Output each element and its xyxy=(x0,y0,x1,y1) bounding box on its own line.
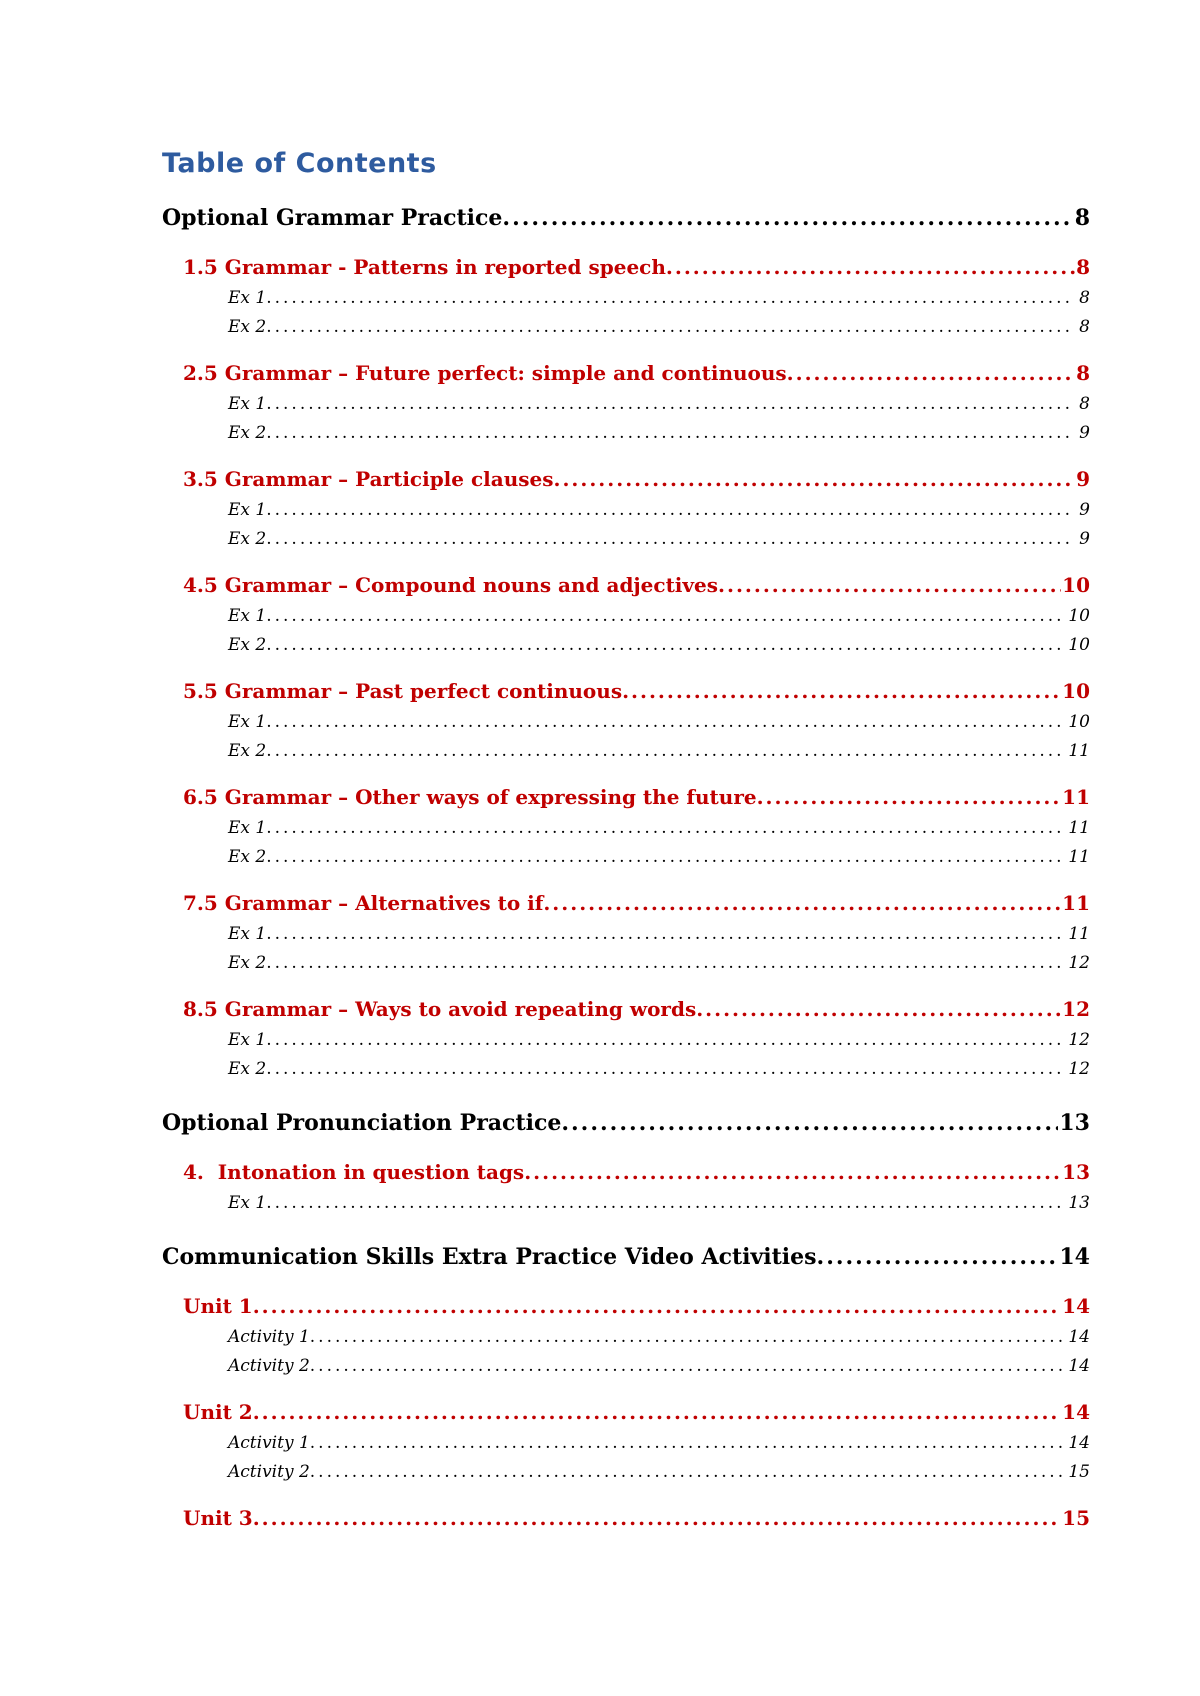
dot-leader xyxy=(266,847,1062,867)
toc-entry[interactable] xyxy=(183,255,1090,279)
toc-entry[interactable] xyxy=(228,500,1090,520)
dot-leader xyxy=(253,1506,1061,1530)
toc-entry[interactable] xyxy=(228,818,1090,838)
toc-entry-page-number: 9 xyxy=(1079,423,1090,443)
toc-entry[interactable] xyxy=(228,924,1090,944)
toc-entry-page-number: 13 xyxy=(1059,1110,1090,1136)
toc-entry-label: Ex 1 xyxy=(228,1193,267,1213)
toc-entry[interactable] xyxy=(183,891,1090,915)
toc-entry[interactable] xyxy=(228,1356,1090,1376)
toc-entry-label: Ex 2 xyxy=(228,1059,267,1079)
toc-entry-page-number: 10 xyxy=(1062,573,1090,597)
toc-entry[interactable] xyxy=(183,573,1090,597)
toc-entry[interactable] xyxy=(228,1193,1090,1213)
toc-entry[interactable] xyxy=(228,1433,1090,1453)
toc-entry-label: 4. Intonation in question tags xyxy=(183,1160,525,1184)
toc-entry-page-number: 12 xyxy=(1062,997,1090,1021)
toc-entry[interactable] xyxy=(228,423,1090,443)
toc-entry-label: Unit 2 xyxy=(183,1400,253,1424)
dot-leader xyxy=(266,953,1062,973)
toc-entry-page-number: 10 xyxy=(1068,635,1090,655)
toc-entry[interactable] xyxy=(228,635,1090,655)
dot-leader xyxy=(266,818,1062,838)
toc-entry-page-number: 14 xyxy=(1068,1327,1090,1347)
toc-entry-page-number: 15 xyxy=(1062,1506,1090,1530)
dot-leader xyxy=(266,529,1073,549)
toc-entry-page-number: 10 xyxy=(1068,606,1090,626)
toc-entry[interactable] xyxy=(228,1462,1090,1482)
toc-entry-page-number: 10 xyxy=(1068,712,1090,732)
toc-entry[interactable] xyxy=(162,1110,1090,1136)
toc-entry-label: Ex 2 xyxy=(228,529,267,549)
toc-entry[interactable] xyxy=(183,1400,1090,1424)
toc-entry[interactable] xyxy=(228,847,1090,867)
toc-entry-label: Ex 2 xyxy=(228,423,267,443)
toc-entry-page-number: 11 xyxy=(1068,847,1090,867)
dot-leader xyxy=(266,1193,1062,1213)
dot-leader xyxy=(310,1327,1063,1347)
toc-entry[interactable] xyxy=(228,317,1090,337)
toc-entry[interactable] xyxy=(183,997,1090,1021)
dot-leader xyxy=(817,1244,1059,1270)
toc-entry-label: Ex 2 xyxy=(228,953,267,973)
toc-entry-label: 8.5 Grammar – Ways to avoid repeating words xyxy=(183,997,697,1021)
toc-entry-page-number: 11 xyxy=(1062,891,1090,915)
table-of-contents xyxy=(162,205,1090,1530)
dot-leader xyxy=(266,606,1062,626)
toc-entry[interactable] xyxy=(228,953,1090,973)
dot-leader xyxy=(266,635,1062,655)
toc-entry[interactable] xyxy=(228,529,1090,549)
toc-entry[interactable] xyxy=(228,394,1090,414)
toc-entry-page-number: 8 xyxy=(1079,288,1090,308)
toc-entry-label: Ex 1 xyxy=(228,818,267,838)
toc-entry-page-number: 8 xyxy=(1079,317,1090,337)
toc-entry-label: Optional Grammar Practice xyxy=(162,205,503,231)
toc-entry-label: Ex 2 xyxy=(228,635,267,655)
page-title: Table of Contents xyxy=(162,148,437,179)
dot-leader xyxy=(253,1400,1061,1424)
toc-entry[interactable] xyxy=(162,205,1090,231)
toc-entry-label: 3.5 Grammar – Participle clauses xyxy=(183,467,554,491)
toc-entry[interactable] xyxy=(228,606,1090,626)
dot-leader xyxy=(266,712,1062,732)
toc-entry-label: Ex 1 xyxy=(228,712,267,732)
toc-entry[interactable] xyxy=(228,712,1090,732)
toc-entry-label: Ex 2 xyxy=(228,741,267,761)
dot-leader xyxy=(757,785,1062,809)
toc-entry[interactable] xyxy=(228,1030,1090,1050)
toc-entry-page-number: 11 xyxy=(1062,785,1090,809)
toc-entry-page-number: 9 xyxy=(1079,529,1090,549)
toc-entry-label: Ex 1 xyxy=(228,500,267,520)
dot-leader xyxy=(696,997,1061,1021)
dot-leader xyxy=(561,1110,1058,1136)
toc-entry-label: Ex 1 xyxy=(228,288,267,308)
toc-entry[interactable] xyxy=(183,467,1090,491)
toc-entry-label: Ex 2 xyxy=(228,317,267,337)
toc-entry-label: Optional Pronunciation Practice xyxy=(162,1110,562,1136)
dot-leader xyxy=(310,1433,1063,1453)
toc-entry[interactable] xyxy=(162,1244,1090,1270)
toc-entry-page-number: 14 xyxy=(1062,1400,1090,1424)
dot-leader xyxy=(718,573,1061,597)
toc-entry-label: 5.5 Grammar – Past perfect continuous xyxy=(183,679,623,703)
toc-entry-page-number: 12 xyxy=(1068,953,1090,973)
dot-leader xyxy=(787,361,1075,385)
toc-entry-label: 6.5 Grammar – Other ways of expressing the future xyxy=(183,785,757,809)
dot-leader xyxy=(310,1356,1063,1376)
toc-entry-label: Activity 1 xyxy=(228,1327,310,1347)
dot-leader xyxy=(310,1462,1063,1482)
toc-entry[interactable] xyxy=(183,361,1090,385)
toc-entry[interactable] xyxy=(183,679,1090,703)
dot-leader xyxy=(266,924,1062,944)
toc-entry-page-number: 11 xyxy=(1068,924,1090,944)
toc-entry-page-number: 13 xyxy=(1062,1160,1090,1184)
toc-entry-label: Ex 1 xyxy=(228,606,267,626)
toc-entry[interactable] xyxy=(228,288,1090,308)
toc-entry-label: 2.5 Grammar – Future perfect: simple and continuous xyxy=(183,361,787,385)
dot-leader xyxy=(266,423,1073,443)
toc-entry[interactable] xyxy=(228,1327,1090,1347)
dot-leader xyxy=(502,205,1073,231)
toc-entry-page-number: 12 xyxy=(1068,1059,1090,1079)
toc-entry-label: Ex 1 xyxy=(228,924,267,944)
toc-entry-page-number: 11 xyxy=(1068,818,1090,838)
toc-entry-page-number: 8 xyxy=(1079,394,1090,414)
toc-entry-label: 4.5 Grammar – Compound nouns and adjectives xyxy=(183,573,719,597)
toc-entry-page-number: 12 xyxy=(1068,1030,1090,1050)
dot-leader xyxy=(666,255,1075,279)
toc-entry-page-number: 8 xyxy=(1076,255,1090,279)
toc-entry-page-number: 10 xyxy=(1062,679,1090,703)
toc-entry[interactable] xyxy=(183,1160,1090,1184)
toc-entry-label: Ex 1 xyxy=(228,394,267,414)
toc-entry-label: Activity 2 xyxy=(228,1356,310,1376)
toc-entry-page-number: 9 xyxy=(1076,467,1090,491)
toc-entry[interactable] xyxy=(183,1294,1090,1318)
toc-entry-page-number: 15 xyxy=(1068,1462,1090,1482)
toc-entry-page-number: 14 xyxy=(1059,1244,1090,1270)
toc-entry-page-number: 14 xyxy=(1068,1356,1090,1376)
toc-entry[interactable] xyxy=(228,741,1090,761)
dot-leader xyxy=(266,1030,1062,1050)
dot-leader xyxy=(543,891,1061,915)
dot-leader xyxy=(253,1294,1061,1318)
toc-entry-label: 1.5 Grammar - Patterns in reported speech xyxy=(183,255,666,279)
dot-leader xyxy=(266,288,1073,308)
toc-entry-label: Ex 2 xyxy=(228,847,267,867)
toc-entry-page-number: 11 xyxy=(1068,741,1090,761)
toc-entry[interactable] xyxy=(183,1506,1090,1530)
dot-leader xyxy=(553,467,1075,491)
dot-leader xyxy=(266,394,1073,414)
toc-entry[interactable] xyxy=(183,785,1090,809)
dot-leader xyxy=(266,317,1073,337)
toc-entry-page-number: 9 xyxy=(1079,500,1090,520)
dot-leader xyxy=(524,1160,1061,1184)
toc-entry-label: Ex 1 xyxy=(228,1030,267,1050)
toc-entry-page-number: 8 xyxy=(1076,361,1090,385)
toc-entry-page-number: 13 xyxy=(1068,1193,1090,1213)
toc-entry-label: Communication Skills Extra Practice Video Activities xyxy=(162,1244,817,1270)
dot-leader xyxy=(266,500,1073,520)
dot-leader xyxy=(266,741,1062,761)
toc-entry-page-number: 8 xyxy=(1074,205,1090,231)
toc-entry-label: Activity 2 xyxy=(228,1462,310,1482)
toc-entry-label: Activity 1 xyxy=(228,1433,310,1453)
toc-entry-label: Unit 1 xyxy=(183,1294,253,1318)
toc-entry-page-number: 14 xyxy=(1068,1433,1090,1453)
dot-leader xyxy=(266,1059,1062,1079)
toc-entry[interactable] xyxy=(228,1059,1090,1079)
dot-leader xyxy=(622,679,1061,703)
toc-entry-label: 7.5 Grammar – Alternatives to if xyxy=(183,891,544,915)
toc-entry-label: Unit 3 xyxy=(183,1506,253,1530)
toc-entry-page-number: 14 xyxy=(1062,1294,1090,1318)
